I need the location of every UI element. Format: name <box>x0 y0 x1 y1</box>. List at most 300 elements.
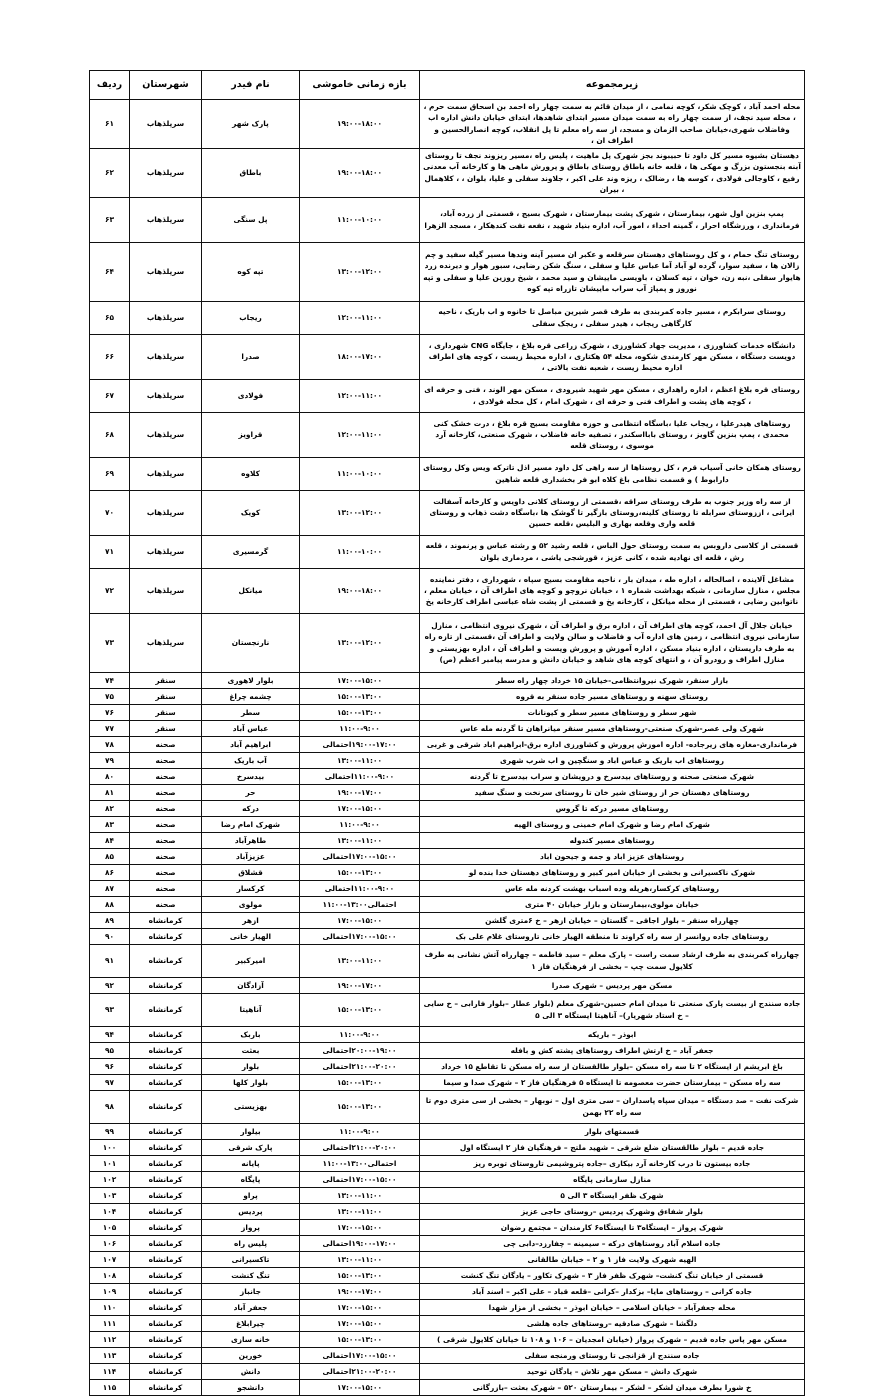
cell-feeder-name: مولوی <box>202 896 300 912</box>
cell-subset: دانشگاه خدمات کشاورزی ، مدیریت جهاد کشاورزی ، شهرک زراعی قره بلاغ ، جایگاه CNG شهرداری ، دویست دستگاه ، مسکن مهر کارمندی شکوه، محله ۵۴ هکتاری ، اداره محیط زیست ، کوچه های اطراف اداره محیط زیست ، شعبه نفت بالاتی ، <box>420 334 805 379</box>
cell-feeder-name: باطاق <box>202 148 300 197</box>
cell-feeder-name: کرکسار <box>202 880 300 896</box>
cell-time-range: ۲۱:۰۰-۲۰:۰۰احتمالی <box>300 1058 420 1074</box>
cell-time-range: ۱۸:۰۰-۱۷:۰۰ <box>300 334 420 379</box>
cell-feeder-name: بیدسرخ <box>202 768 300 784</box>
cell-row-number: ۷۹ <box>90 752 130 768</box>
cell-time-range: ۱۷:۰۰-۱۵:۰۰ <box>300 1379 420 1395</box>
cell-row-number: ۶۸ <box>90 412 130 457</box>
cell-subset: روستای سرابکرم ، مسیر جاده کمربندی به طرف قصر شیرین مباصل تا خانوه و اب باریک ، ناحیه کارگاهی ریجاب ، هیدر سفلی ، ریجک سفلی <box>420 301 805 334</box>
cell-subset: شهرک ظفر ایستگاه ۳ الی ۵ <box>420 1187 805 1203</box>
cell-row-number: ۸۹ <box>90 912 130 928</box>
cell-feeder-name: نارنجستان <box>202 613 300 672</box>
cell-subset: روستای تنگ حمام ، و کل روستاهای دهستان سرقلعه و عکبر ان مسیر آینه وندها مسیر گیله سفید و چم زالان ها ، سفید سوار، گرده لو آباد آما عباس علیا و سفلی ، سنگ شکن رضایی، سبور هوار و دیرنده زرد هایوار سفلی ،نبه زن، خوان ، تپه کسلان ، باویسی ماییشان و سید محمد ، شیخ روزین علیا و سفلی و تپه نوروز و پمپاژ آب سراب ماییشان تازراه تپه کوه <box>420 242 805 301</box>
cell-time-range: ۱۱:۰۰-۱۰:۰۰ <box>300 197 420 242</box>
table-row <box>90 197 805 242</box>
table-row <box>90 1219 805 1235</box>
cell-subset: جاده بیستون تا درب کارخانه آرد بیکاری –جاده پتروشیمی تاروستای توبره ریز <box>420 1155 805 1171</box>
cell-row-number: ۹۶ <box>90 1058 130 1074</box>
cell-city: سرپلذهاب <box>130 301 202 334</box>
cell-subset: قسمتهای بلوار <box>420 1123 805 1139</box>
cell-subset: شهر سطر و روستاهای مسیر سطر و کیونانات <box>420 704 805 720</box>
cell-subset: پمپ بنزین اول شهر، بیمارستان ، شهرک پشت بیمارستان ، شهرک بسیج ، قسمتی از زرده آباد، فرمانداری ، ورزشگاه احرار ، گمینه احداء ، امور آب، اداره بنیاد شهید ، نفعه نفت کندهکار ، مسجد الزهرا <box>420 197 805 242</box>
cell-row-number: ۹۰ <box>90 928 130 944</box>
cell-time-range: ۲۰:۰۰-۱۹:۰۰احتمالی <box>300 1042 420 1058</box>
cell-row-number: ۱۰۴ <box>90 1203 130 1219</box>
column-header-subset: زیرمجموعه <box>420 71 805 100</box>
cell-subset: قسمتی از خیابان تنگ کنشت– شهرک ظفر فاز ۳ – شهرک تکاور – یادگان تنگ کنشت <box>420 1267 805 1283</box>
cell-subset: روستاهای دهستان حر از روستای شیر خان تا روستای سرنخت و سنگ سفید <box>420 784 805 800</box>
cell-feeder-name: چیرابلاغ <box>202 1315 300 1331</box>
cell-row-number: ۸۶ <box>90 864 130 880</box>
cell-row-number: ۶۵ <box>90 301 130 334</box>
cell-feeder-name: سطر <box>202 704 300 720</box>
cell-row-number: ۱۱۵ <box>90 1379 130 1395</box>
cell-city: کرمانشاه <box>130 1315 202 1331</box>
cell-time-range: ۱۱:۰۰-۹:۰۰ <box>300 1026 420 1042</box>
table-row <box>90 896 805 912</box>
cell-feeder-name: گرمسیری <box>202 535 300 568</box>
cell-time-range: ۱۵:۰۰-۱۳:۰۰ <box>300 1267 420 1283</box>
cell-time-range: ۱۲:۰۰-۱۱:۰۰ <box>300 301 420 334</box>
cell-subset: خیابان جلال آل احمد، کوچه های اطراف آن ، اداره برق و اطراف آن ، شهرک نیروی انتظامی ، منازل سازمانی نیروی انتظامی ، زمین های اداره آب و فاضلاب و سالن ولایت و اطراف آن ،قسمتی از تازه راه به طرف داریستان ، اداره بنیاد مسکن ، اداره آموزش و پرورش وپست و اطراف آن ، اداره بهزیستی و منازل اطراف و رودرو آن ، و انتهای کوچه های شاهد و خیابان دانش و مدرسه پیامبر اعظم (ص) <box>420 613 805 672</box>
table-row <box>90 1042 805 1058</box>
cell-feeder-name: ابراهیم آباد <box>202 736 300 752</box>
cell-row-number: ۶۶ <box>90 334 130 379</box>
cell-city: صحنه <box>130 784 202 800</box>
cell-row-number: ۶۷ <box>90 379 130 412</box>
table-row <box>90 848 805 864</box>
cell-time-range: ۱۷:۰۰-۱۵:۰۰ <box>300 1219 420 1235</box>
table-body <box>90 100 805 1396</box>
cell-feeder-name: امیرکبیر <box>202 944 300 977</box>
cell-feeder-name: تنگ کنشت <box>202 1267 300 1283</box>
table-row <box>90 912 805 928</box>
cell-row-number: ۸۸ <box>90 896 130 912</box>
cell-city: سرپلذهاب <box>130 379 202 412</box>
cell-city: کرمانشاه <box>130 944 202 977</box>
cell-city: کرمانشاه <box>130 1074 202 1090</box>
cell-subset: جاده سنندج از قزانجی تا روستای ورمنجه سفلی <box>420 1347 805 1363</box>
cell-time-range: ۱۹:۰۰-۱۷:۰۰احتمالی <box>300 736 420 752</box>
table-row <box>90 1251 805 1267</box>
cell-time-range: ۱۵:۰۰-۱۳:۰۰ <box>300 864 420 880</box>
cell-row-number: ۷۱ <box>90 535 130 568</box>
cell-subset: سه راه مسکن – بیمارستان حضرت معصومه تا ایستگاه ۵ فرهنگیان فاز ۲ – شهرک صدا و سیما <box>420 1074 805 1090</box>
cell-time-range: ۱۵:۰۰-۱۳:۰۰ <box>300 1090 420 1123</box>
cell-subset: منازل سازمانی پایگاه <box>420 1171 805 1187</box>
cell-feeder-name: پراو <box>202 1187 300 1203</box>
cell-city: کرمانشاه <box>130 1251 202 1267</box>
table-row <box>90 1187 805 1203</box>
cell-feeder-name: بلوار لاهوری <box>202 672 300 688</box>
cell-feeder-name: پایانه <box>202 1155 300 1171</box>
table-row <box>90 977 805 993</box>
cell-feeder-name: چشمه چراغ <box>202 688 300 704</box>
cell-city: سرپلذهاب <box>130 535 202 568</box>
table-row <box>90 1171 805 1187</box>
cell-subset: ابوذر – باریکه <box>420 1026 805 1042</box>
cell-row-number: ۸۵ <box>90 848 130 864</box>
cell-subset: روستاهای اب باریک و عباس اباد و سنگچین و اب شرب شهری <box>420 752 805 768</box>
cell-feeder-name: پلیس راه <box>202 1235 300 1251</box>
cell-feeder-name: درکه <box>202 800 300 816</box>
cell-city: صحنه <box>130 896 202 912</box>
cell-row-number: ۱۰۰ <box>90 1139 130 1155</box>
cell-feeder-name: پرواز <box>202 1219 300 1235</box>
cell-city: کرمانشاه <box>130 1283 202 1299</box>
cell-time-range: ۱۳:۰۰-۱۱:۰۰ <box>300 752 420 768</box>
table-row <box>90 993 805 1026</box>
cell-row-number: ۱۱۱ <box>90 1315 130 1331</box>
cell-row-number: ۷۵ <box>90 688 130 704</box>
cell-feeder-name: کویک <box>202 490 300 535</box>
cell-time-range: ۱۹:۰۰-۱۷:۰۰ <box>300 977 420 993</box>
table-row <box>90 816 805 832</box>
cell-city: سنقر <box>130 688 202 704</box>
cell-row-number: ۱۰۳ <box>90 1187 130 1203</box>
cell-row-number: ۱۰۹ <box>90 1283 130 1299</box>
cell-time-range: ۱۷:۰۰-۱۵:۰۰احتمالی <box>300 848 420 864</box>
cell-time-range: ۱۱:۰۰-۱۰:۰۰ <box>300 535 420 568</box>
cell-row-number: ۷۰ <box>90 490 130 535</box>
cell-time-range: ۲۱:۰۰-۲۰:۰۰احتمالی <box>300 1363 420 1379</box>
cell-subset: مسکن مهر پردیس – شهرک صدرا <box>420 977 805 993</box>
cell-row-number: ۱۰۷ <box>90 1251 130 1267</box>
cell-subset: خ شورا بطرف میدان لشکر – لشکر – بیمارستان ۵۲۰ – شهرک بعثت –بازرگانی <box>420 1379 805 1395</box>
table-row <box>90 1155 805 1171</box>
cell-time-range: ۱۵:۰۰-۱۳:۰۰ <box>300 704 420 720</box>
cell-time-range: ۱۱:۰۰-۹:۰۰ <box>300 816 420 832</box>
cell-feeder-name: بلوار <box>202 1058 300 1074</box>
cell-subset: محله احمد آباد ، کوچک شکر، کوچه نمامی ، از میدان قائم به سمت چهار راه احمد بن اسحاق سمت حرم ، ، محله سید نجف، از سمت چهار راه به سمت میدان مسیر ابتدای شاهدها، ابتدای خیابان دانش اداره اب وفاضلاب شهری،خیابان صاحب الزمان و مسجد، از سه راه معلم تا پل انقلاب، کوچه انصارالحسین و اطراف ان ، <box>420 100 805 149</box>
cell-city: سرپلذهاب <box>130 613 202 672</box>
cell-row-number: ۷۳ <box>90 613 130 672</box>
table-row <box>90 242 805 301</box>
cell-subset: جاده سنندج از بیست پارک صنعتی تا میدان امام حسین-شهرک معلم (بلوار عطار –بلوار فارابی – خ سایی – خ استاد شهریار)– آناهیتا ایستگاه ۳ الی ۵ <box>420 993 805 1026</box>
cell-row-number: ۹۴ <box>90 1026 130 1042</box>
cell-time-range: ۱۱:۰۰-۹:۰۰احتمالی <box>300 768 420 784</box>
cell-feeder-name: جعفر آباد <box>202 1299 300 1315</box>
cell-feeder-name: حر <box>202 784 300 800</box>
table-row <box>90 1379 805 1395</box>
cell-time-range: ۱۳:۰۰-۱۱:۰۰ <box>300 1251 420 1267</box>
cell-city: کرمانشاه <box>130 1171 202 1187</box>
table-row <box>90 880 805 896</box>
table-row <box>90 944 805 977</box>
cell-time-range: ۱۳:۰۰-۱۱:۰۰ <box>300 832 420 848</box>
cell-city: سرپلذهاب <box>130 568 202 613</box>
cell-time-range: ۱۳:۰۰-۱۱:۰۰ <box>300 1187 420 1203</box>
cell-city: کرمانشاه <box>130 1155 202 1171</box>
cell-city: کرمانشاه <box>130 1219 202 1235</box>
cell-feeder-name: شهرک امام رضا <box>202 816 300 832</box>
cell-city: کرمانشاه <box>130 1267 202 1283</box>
cell-subset: روستاهای جاده روانسر از سه راه کراوند تا منطقه الهیار خانی تاروستای غلام علی بک <box>420 928 805 944</box>
cell-time-range: احتمالی۱۳:۰۰-۱۱:۰۰ <box>300 896 420 912</box>
cell-time-range: ۱۱:۰۰-۹:۰۰ <box>300 1123 420 1139</box>
cell-time-range: ۱۵:۰۰-۱۳:۰۰ <box>300 993 420 1026</box>
cell-feeder-name: بیلوار <box>202 1123 300 1139</box>
cell-row-number: ۶۴ <box>90 242 130 301</box>
cell-feeder-name: آزادگان <box>202 977 300 993</box>
cell-subset: الهیه شهرک ولایت فاز ۱ و ۲ – خیابان طالقانی <box>420 1251 805 1267</box>
cell-subset: فرمانداری-مغازه های زیرجاده- اداره اموزش پرورش و کشاورزی اداره برق-ابراهیم اباد شرقی و غربی <box>420 736 805 752</box>
cell-feeder-name: پارک شهر <box>202 100 300 149</box>
cell-row-number: ۹۸ <box>90 1090 130 1123</box>
cell-subset: شرکت نفت – صد دستگاه – میدان سپاه پاسداران – سی متری اول – نوبهار – بخشی از سی متری دوم تا سه راه ۲۲ بهمن <box>420 1090 805 1123</box>
cell-time-range: ۱۱:۰۰-۱۰:۰۰ <box>300 457 420 490</box>
cell-feeder-name: عباس آباد <box>202 720 300 736</box>
cell-subset: جاده قدیم – بلوار طالقستان ضلع شرقی – شهید ملتج – فرهنگیان فاز ۲ ایستگاه اول <box>420 1139 805 1155</box>
table-row <box>90 768 805 784</box>
cell-city: سنقر <box>130 720 202 736</box>
table-row <box>90 720 805 736</box>
cell-time-range: ۱۹:۰۰-۱۸:۰۰ <box>300 568 420 613</box>
cell-city: کرمانشاه <box>130 1379 202 1395</box>
cell-city: کرمانشاه <box>130 977 202 993</box>
table-row <box>90 301 805 334</box>
cell-feeder-name: فولادی <box>202 379 300 412</box>
cell-time-range: ۱۱:۰۰-۹:۰۰ <box>300 720 420 736</box>
cell-feeder-name: دانشجو <box>202 1379 300 1395</box>
cell-feeder-name: پایگاه <box>202 1171 300 1187</box>
table-row <box>90 100 805 149</box>
cell-subset: مشاغل آلاینده ، اصالحاله ، اداره طه ، میدان بار ، ناحیه مقاومت بسیج سپاه ، شهرداری ، دفتر نماینده مجلس ، منازل سازمانی ، شبکه بهداشت شماره ۱ ، خیابان نروچو و کوچه های اطراف آن ، خیابان معلم ، ناتوابین رضایی ، قسمتی از محله میانکل ، کارخانه یخ و قسمتی از پشت شاه عباسی اطراف کارخانه یخ <box>420 568 805 613</box>
cell-feeder-name: بعثت <box>202 1042 300 1058</box>
cell-time-range: ۱۵:۰۰-۱۳:۰۰ <box>300 1074 420 1090</box>
cell-city: کرمانشاه <box>130 1026 202 1042</box>
cell-city: سنقر <box>130 704 202 720</box>
table-row <box>90 1347 805 1363</box>
cell-city: صحنه <box>130 768 202 784</box>
cell-city: صحنه <box>130 864 202 880</box>
table-row <box>90 832 805 848</box>
table-row <box>90 148 805 197</box>
cell-feeder-name: تپه کوه <box>202 242 300 301</box>
table-row <box>90 672 805 688</box>
cell-city: سرپلذهاب <box>130 242 202 301</box>
table-row <box>90 1363 805 1379</box>
column-header-city: شهرستان <box>130 71 202 100</box>
cell-row-number: ۸۲ <box>90 800 130 816</box>
table-row <box>90 928 805 944</box>
cell-time-range: ۱۷:۰۰-۱۵:۰۰ <box>300 800 420 816</box>
cell-city: کرمانشاه <box>130 912 202 928</box>
cell-feeder-name: صدرا <box>202 334 300 379</box>
cell-city: سرپلذهاب <box>130 412 202 457</box>
table-header <box>90 71 805 100</box>
table-header-row <box>90 71 805 100</box>
table-row <box>90 1139 805 1155</box>
cell-time-range: ۲۱:۰۰-۲۰:۰۰احتمالی <box>300 1139 420 1155</box>
cell-time-range: ۱۷:۰۰-۱۵:۰۰ <box>300 1299 420 1315</box>
table-row <box>90 379 805 412</box>
cell-feeder-name: کلاوه <box>202 457 300 490</box>
cell-city: صحنه <box>130 752 202 768</box>
cell-city: سرپلذهاب <box>130 197 202 242</box>
cell-row-number: ۹۷ <box>90 1074 130 1090</box>
cell-time-range: ۱۲:۰۰-۱۱:۰۰ <box>300 412 420 457</box>
cell-subset: خیابان مولوی،بیمارستان و بازار خیابان ۴۰ متری <box>420 896 805 912</box>
cell-row-number: ۶۹ <box>90 457 130 490</box>
cell-row-number: ۱۱۰ <box>90 1299 130 1315</box>
cell-subset: روستای سهنه و روستاهای مسیر جاده سنقر به قروه <box>420 688 805 704</box>
table-row <box>90 1315 805 1331</box>
table-row <box>90 412 805 457</box>
cell-city: سرپلذهاب <box>130 457 202 490</box>
cell-time-range: ۱۳:۰۰-۱۱:۰۰ <box>300 1203 420 1219</box>
cell-subset: شهرک دانش – مسکن مهر تلاش – یادگان توحید <box>420 1363 805 1379</box>
cell-time-range: ۱۹:۰۰-۱۸:۰۰ <box>300 100 420 149</box>
cell-subset: روستاهای کرکسار،هرپله وده اسباب بهشت کردنه مله عاس <box>420 880 805 896</box>
cell-feeder-name: طاهرآباد <box>202 832 300 848</box>
cell-time-range: ۱۳:۰۰-۱۲:۰۰ <box>300 490 420 535</box>
cell-city: صحنه <box>130 848 202 864</box>
cell-time-range: ۱۷:۰۰-۱۵:۰۰ <box>300 672 420 688</box>
cell-time-range: ۱۵:۰۰-۱۳:۰۰ <box>300 688 420 704</box>
table-row <box>90 1299 805 1315</box>
cell-city: صحنه <box>130 880 202 896</box>
cell-time-range: ۱۳:۰۰-۱۲:۰۰ <box>300 242 420 301</box>
column-header-row: ردیف <box>90 71 130 100</box>
cell-city: کرمانشاه <box>130 1331 202 1347</box>
table-row <box>90 1283 805 1299</box>
table-row <box>90 1331 805 1347</box>
cell-row-number: ۱۰۸ <box>90 1267 130 1283</box>
cell-city: صحنه <box>130 736 202 752</box>
cell-feeder-name: ریجاب <box>202 301 300 334</box>
cell-subset: دلگشا – شهرک صادقیه –روستاهای جاده هلشی <box>420 1315 805 1331</box>
cell-city: کرمانشاه <box>130 1123 202 1139</box>
cell-feeder-name: جانباز <box>202 1283 300 1299</box>
cell-feeder-name: عزیزآباد <box>202 848 300 864</box>
cell-city: کرمانشاه <box>130 993 202 1026</box>
cell-row-number: ۸۰ <box>90 768 130 784</box>
cell-subset: روستاهای هیدرعلیا ، ریجاب علیا ،باسگاه انتظامی و حوزه مقاومت بسیج قره بلاغ ، درت خشک کنی محمدی ، پمپ بنزین گاویز ، روستای بابااسکندر ، تصفیه خانه فاضلاب ، شهرک صنعتی، کارخانه آرد موسوی ، روستای قلعه <box>420 412 805 457</box>
cell-row-number: ۷۷ <box>90 720 130 736</box>
cell-city: صحنه <box>130 800 202 816</box>
cell-feeder-name: بلوار کلها <box>202 1074 300 1090</box>
cell-city: کرمانشاه <box>130 1363 202 1379</box>
table-row <box>90 1026 805 1042</box>
cell-city: کرمانشاه <box>130 928 202 944</box>
cell-subset: قسمتی از کلاسی داروبس به سمت روستای حول الباس ، قلعه رشید ۵۲ و رشته عباس و پرنموند ، قلعه رش ، قلعه ای نهادیه شده ، کانی عزیز ، قورشجی یاشی ، مردماری بلوان <box>420 535 805 568</box>
cell-feeder-name: پردیس <box>202 1203 300 1219</box>
table-row <box>90 334 805 379</box>
cell-city: کرمانشاه <box>130 1235 202 1251</box>
cell-city: سنقر <box>130 672 202 688</box>
cell-subset: شهرک ناکسیرانی و بخشی از خیابان امیر کبیر و روستاهای دهستان خدا بنده لو <box>420 864 805 880</box>
cell-time-range: ۱۲:۰۰-۱۱:۰۰ <box>300 379 420 412</box>
cell-row-number: ۹۲ <box>90 977 130 993</box>
cell-feeder-name: خانه سازی <box>202 1331 300 1347</box>
table-row <box>90 752 805 768</box>
cell-subset: محله جعفرآباد – خیابان اسلامی – خیابان ابوذر – بخشی از مزار شهدا <box>420 1299 805 1315</box>
table-row <box>90 568 805 613</box>
cell-subset: شهرک امام رضا و شهرک امام خمینی و روستای الهیه <box>420 816 805 832</box>
cell-subset: مسکن مهر پاس جاده قدیم – شهرک پرواز (خیابان امجدیان – ۱۰۶ و ۱۰۸ تا خیابان کلایول شرقی ) <box>420 1331 805 1347</box>
cell-subset: روستاهای مسیر کندوله <box>420 832 805 848</box>
cell-feeder-name: باربک <box>202 1026 300 1042</box>
cell-row-number: ۹۹ <box>90 1123 130 1139</box>
table-row <box>90 800 805 816</box>
table-row <box>90 1058 805 1074</box>
cell-row-number: ۱۱۲ <box>90 1331 130 1347</box>
outage-schedule-table <box>89 70 805 1396</box>
cell-city: صحنه <box>130 832 202 848</box>
cell-city: صحنه <box>130 816 202 832</box>
cell-row-number: ۶۱ <box>90 100 130 149</box>
cell-subset: چهارراه کمربندی به طرف ارشاد سمت راست – پارک معلم – سید فاطمه – چهارراه آتش نشانی به طرف کلایول سمت چپ – بخشی از فرهنگیان فاز ۱ <box>420 944 805 977</box>
cell-city: کرمانشاه <box>130 1299 202 1315</box>
cell-subset: شهرک ولی عصر-شهرک صنعتی-روستاهای مسیر سنقر میانراهان تا گردنه مله عاس <box>420 720 805 736</box>
cell-city: سرپلذهاب <box>130 490 202 535</box>
cell-subset: جاده اسلام آباد روستاهای درکه – سیمینه – چفارزد–دابی چی <box>420 1235 805 1251</box>
cell-city: کرمانشاه <box>130 1347 202 1363</box>
cell-city: کرمانشاه <box>130 1203 202 1219</box>
table-row <box>90 1090 805 1123</box>
cell-feeder-name: دانش <box>202 1363 300 1379</box>
table-row <box>90 704 805 720</box>
cell-subset: روستاهای مسیر درکه تا گروس <box>420 800 805 816</box>
cell-row-number: ۱۰۱ <box>90 1155 130 1171</box>
cell-time-range: ۱۹:۰۰-۱۷:۰۰ <box>300 1283 420 1299</box>
cell-time-range: ۱۷:۰۰-۱۵:۰۰احتمالی <box>300 1347 420 1363</box>
cell-feeder-name: تاکسیرانی <box>202 1251 300 1267</box>
table-row <box>90 688 805 704</box>
cell-feeder-name: پارک شرقی <box>202 1139 300 1155</box>
cell-row-number: ۷۲ <box>90 568 130 613</box>
cell-feeder-name: پل سنگی <box>202 197 300 242</box>
cell-time-range: ۱۷:۰۰-۱۵:۰۰احتمالی <box>300 928 420 944</box>
table-row <box>90 736 805 752</box>
cell-row-number: ۹۵ <box>90 1042 130 1058</box>
cell-row-number: ۶۲ <box>90 148 130 197</box>
cell-row-number: ۹۱ <box>90 944 130 977</box>
column-header-feeder: نام فیدر <box>202 71 300 100</box>
cell-subset: چهارراه سنقر – بلوار اجاقی – گلستان – خیابان ازهر – خ ۶متری گلشن <box>420 912 805 928</box>
table-row <box>90 457 805 490</box>
table-row <box>90 1267 805 1283</box>
cell-feeder-name: قراویز <box>202 412 300 457</box>
cell-subset: باغ ابریشم از ایستگاه ۲ تا سه راه مسکن –بلوار طالقستان از سه راه مسکن تا تقاطع ۱۵ خرداد <box>420 1058 805 1074</box>
cell-city: کرمانشاه <box>130 1139 202 1155</box>
cell-city: کرمانشاه <box>130 1090 202 1123</box>
cell-subset: جعفر آباد – خ ارتش اطراف روستاهای پشته کش و بافله <box>420 1042 805 1058</box>
table-row <box>90 1123 805 1139</box>
cell-city: سرپلذهاب <box>130 148 202 197</box>
table-row <box>90 784 805 800</box>
cell-feeder-name: ازهر <box>202 912 300 928</box>
table-row <box>90 490 805 535</box>
cell-feeder-name: آناهیتا <box>202 993 300 1026</box>
cell-city: کرمانشاه <box>130 1187 202 1203</box>
cell-time-range: احتمالی۱۳:۰۰-۱۱:۰۰ <box>300 1155 420 1171</box>
table-row <box>90 613 805 672</box>
cell-row-number: ۱۰۶ <box>90 1235 130 1251</box>
cell-subset: بلوار شفاءق وشهرک پردیس –روستای حاجی عزیز <box>420 1203 805 1219</box>
cell-row-number: ۸۴ <box>90 832 130 848</box>
cell-time-range: ۱۹:۰۰-۱۷:۰۰ <box>300 784 420 800</box>
cell-city: کرمانشاه <box>130 1042 202 1058</box>
cell-row-number: ۹۳ <box>90 993 130 1026</box>
cell-time-range: ۱۷:۰۰-۱۵:۰۰ <box>300 1315 420 1331</box>
table-row <box>90 864 805 880</box>
cell-row-number: ۷۶ <box>90 704 130 720</box>
cell-row-number: ۱۱۳ <box>90 1347 130 1363</box>
cell-row-number: ۷۴ <box>90 672 130 688</box>
